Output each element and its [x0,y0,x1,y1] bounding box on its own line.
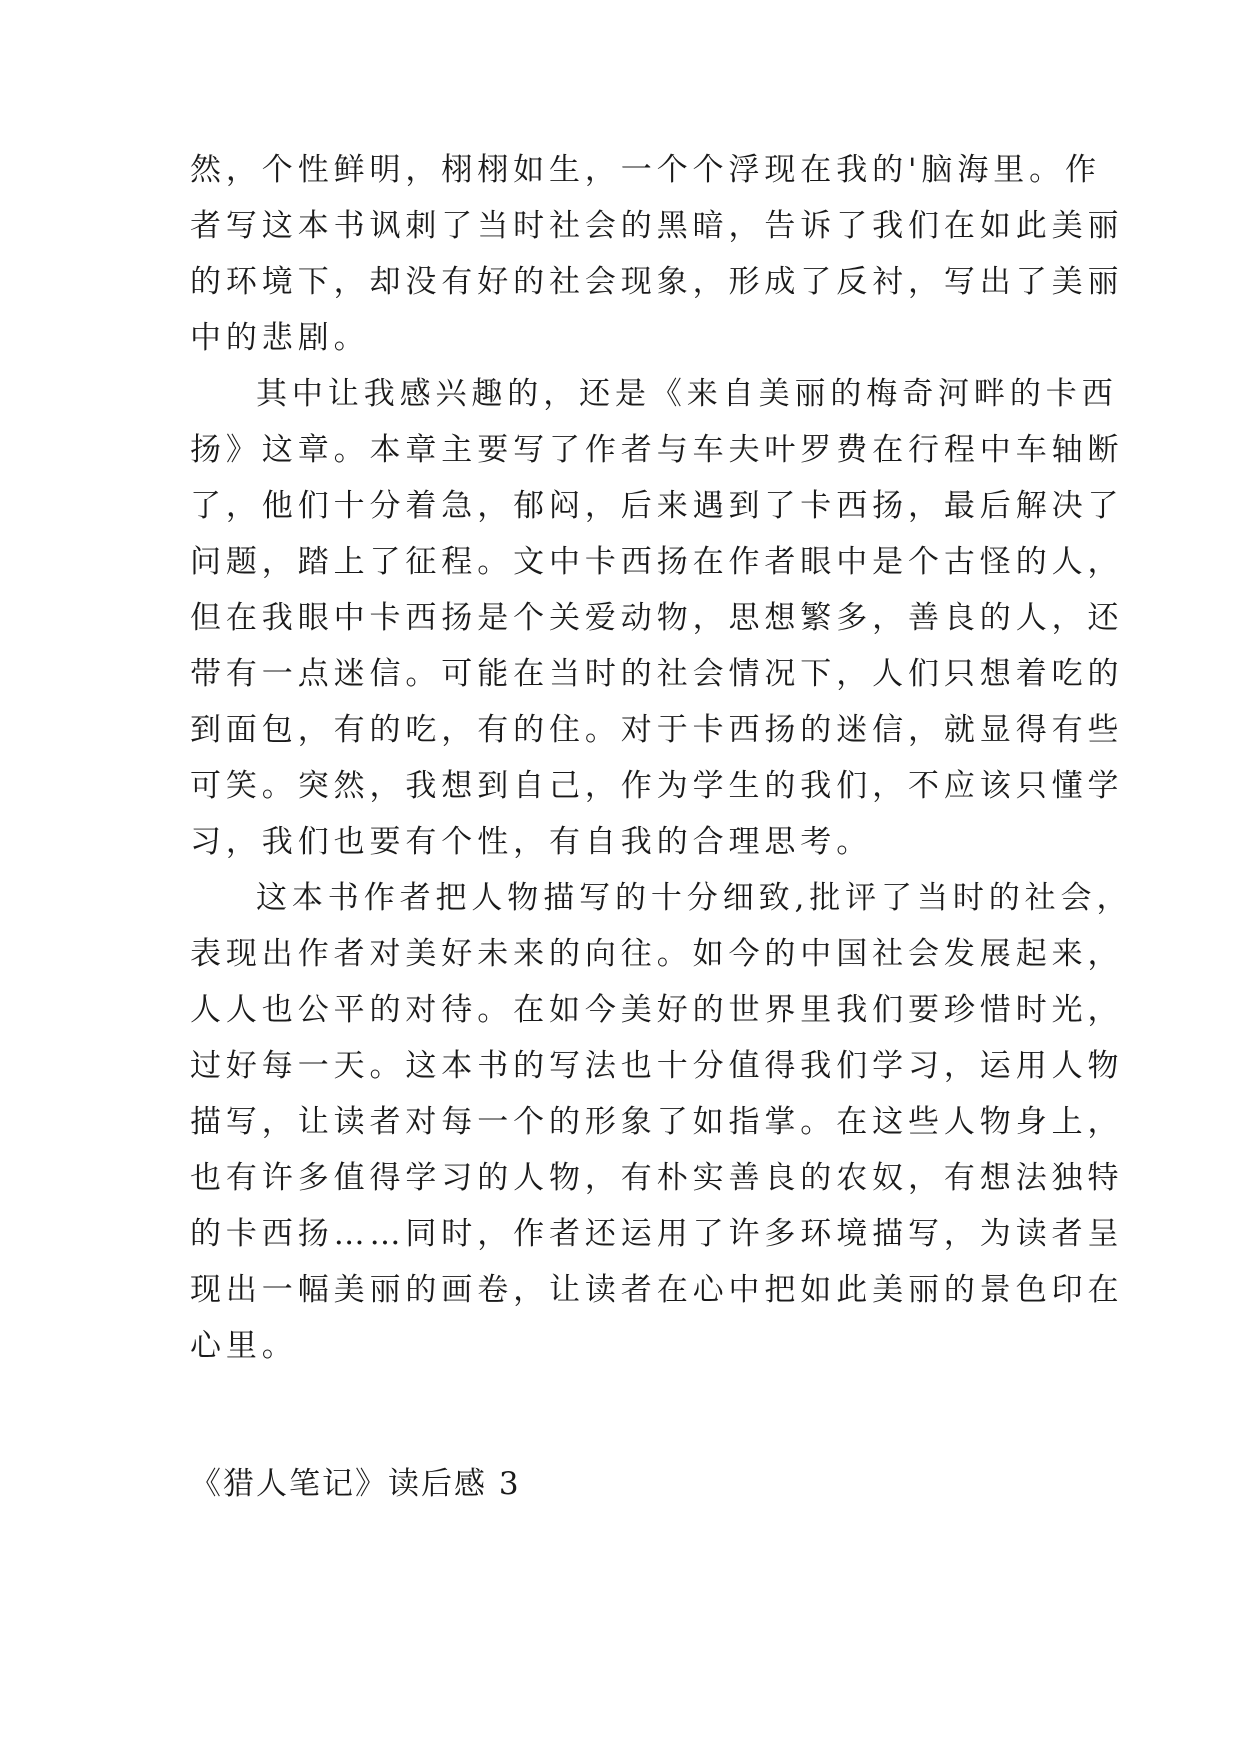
text-line: 扬》这章。本章主要写了作者与车夫叶罗费在行程中车轴断 [190,432,1124,468]
text-line: 问题，踏上了征程。文中卡西扬在作者眼中是个古怪的人， [190,544,1124,580]
text-line: 可笑。突然，我想到自己，作为学生的我们，不应该只懂学 [190,768,1124,804]
section-heading: 《猎人笔记》读后感 3 [190,1466,521,1502]
text-line: 了，他们十分着急，郁闷，后来遇到了卡西扬，最后解决了 [190,488,1124,524]
text-line: 到面包，有的吃，有的住。对于卡西扬的迷信，就显得有些 [190,712,1124,748]
text-line: 中的悲剧。 [190,320,370,356]
text-line: 也有许多值得学习的人物，有朴实善良的农奴，有想法独特 [190,1160,1124,1196]
text-line: 的卡西扬……同时，作者还运用了许多环境描写，为读者呈 [190,1216,1124,1252]
text-line: 但在我眼中卡西扬是个关爱动物，思想繁多，善良的人，还 [190,600,1124,636]
paragraph-start-line: 其中让我感兴趣的，还是《来自美丽的梅奇河畔的卡西 [256,376,1118,412]
text-line: 心里。 [190,1328,298,1364]
paragraph-start-line: 这本书作者把人物描写的十分细致,批评了当时的社会， [256,880,1133,916]
text-line: 的环境下，却没有好的社会现象，形成了反衬，写出了美丽 [190,264,1124,300]
text-line: 习，我们也要有个性，有自我的合理思考。 [190,824,873,860]
text-line: 人人也公平的对待。在如今美好的世界里我们要珍惜时光， [190,992,1124,1028]
text-line: 然，个性鲜明，栩栩如生，一个个浮现在我的'脑海里。作 [190,152,1101,188]
text-line: 描写，让读者对每一个的形象了如指掌。在这些人物身上， [190,1104,1124,1140]
text-line: 现出一幅美丽的画卷，让读者在心中把如此美丽的景色印在 [190,1272,1124,1308]
text-line: 带有一点迷信。可能在当时的社会情况下，人们只想着吃的 [190,656,1124,692]
text-line: 过好每一天。这本书的写法也十分值得我们学习，运用人物 [190,1048,1124,1084]
text-line: 者写这本书讽刺了当时社会的黑暗，告诉了我们在如此美丽 [190,208,1124,244]
text-line: 表现出作者对美好未来的向往。如今的中国社会发展起来， [190,936,1124,972]
